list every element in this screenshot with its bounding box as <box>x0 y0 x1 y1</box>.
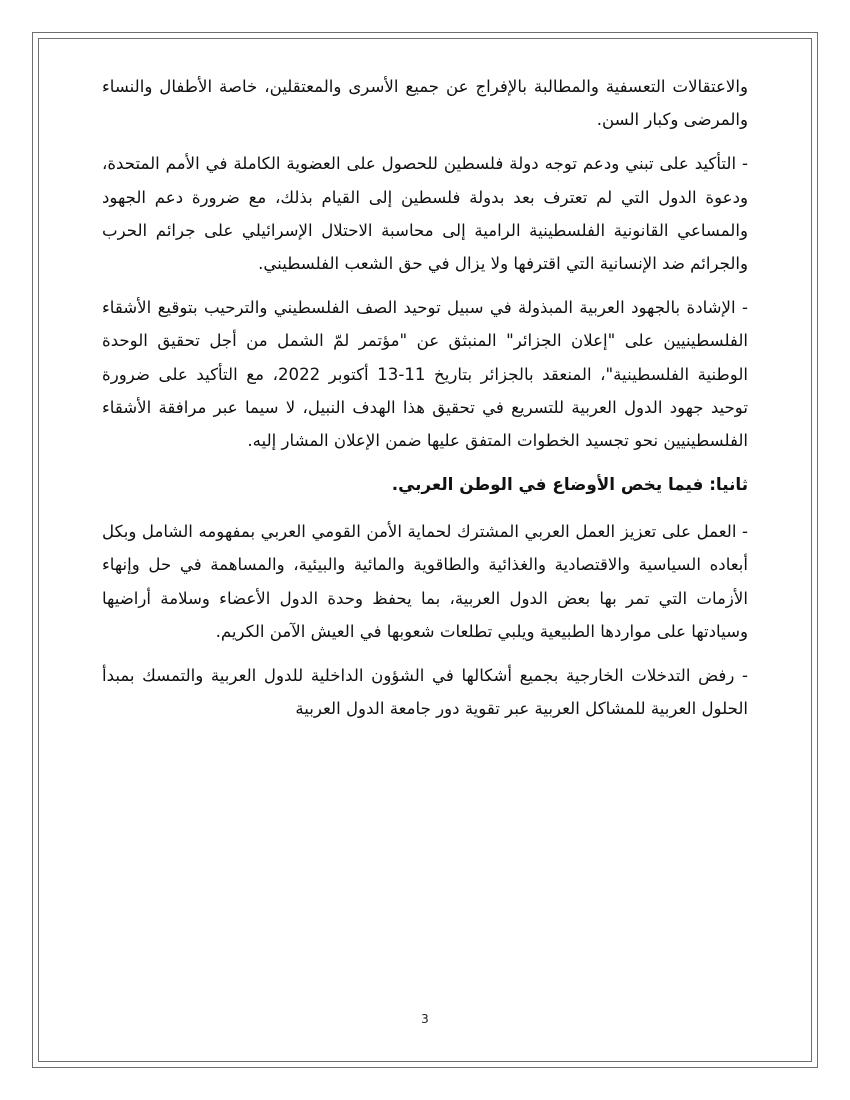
paragraph-reject-interference: - رفض التدخلات الخارجية بجميع أشكالها في الشؤون الداخلية للدول العربية والتمسك بمبدأ الحلول العربية للمشاكل العربية عبر تقوية دور جامعة الدول العربية <box>102 666 748 719</box>
page-number: 3 <box>421 1012 429 1026</box>
paragraph-detainees: والاعتقالات التعسفية والمطالبة بالإفراج عن جميع الأسرى والمعتقلين، خاصة الأطفال والنساء والمرضى وكبار السن. <box>102 77 748 130</box>
paragraph-un-membership: - التأكيد على تبني ودعم توجه دولة فلسطين للحصول على العضوية الكاملة في الأمم المتحدة، ودعوة الدول التي لم تعترف بعد بدولة فلسطين إلى القيام بذلك، مع ضرورة دعم الجهود والمساعي القانونية الفلسطينية الرامية إلى محاسبة الاحتلال الإسرائيلي على جرائم الحرب والجرائم ضد الإنسانية التي اقترفها ولا يزال في حق الشعب الفلسطيني. <box>102 154 748 274</box>
document-body <box>102 70 748 736</box>
section-heading-arab-situation: ثانيا: فيما يخص الأوضاع في الوطن العربي. <box>391 474 748 495</box>
paragraph-arab-security: - العمل على تعزيز العمل العربي المشترك لحماية الأمن القومي العربي بمفهومه الشامل وبكل أبعاده السياسية والاقتصادية والغذائية والطاقوية والمائية والبيئية، والمساهمة في حل وإنهاء الأزمات التي تمر بها بعض الدول العربية، بما يحفظ وحدة الدول الأعضاء وسلامة أراضيها وسيادتها على مواردها الطبيعية ويلبي تطلعات شعوبها في العيش الآمن الكريم. <box>102 522 748 641</box>
paragraph-algiers-declaration: - الإشادة بالجهود العربية المبذولة في سبيل توحيد الصف الفلسطيني والترحيب بتوقيع الأشقاء الفلسطينيين على "إعلان الجزائر" المنبثق عن "مؤتمر لمّ الشمل من أجل تحقيق الوحدة الوطنية الفلسطينية"، المنعقد بالجزائر بتاريخ 11-13 أكتوبر 2022، مع التأكيد على ضرورة توحيد جهود الدول العربية للتسريع في تحقيق هذا الهدف النبيل، لا سيما عبر مرافقة الأشقاء الفلسطينيين نحو تجسيد الخطوات المتفق عليها ضمن الإعلان المشار إليه. <box>102 298 748 451</box>
